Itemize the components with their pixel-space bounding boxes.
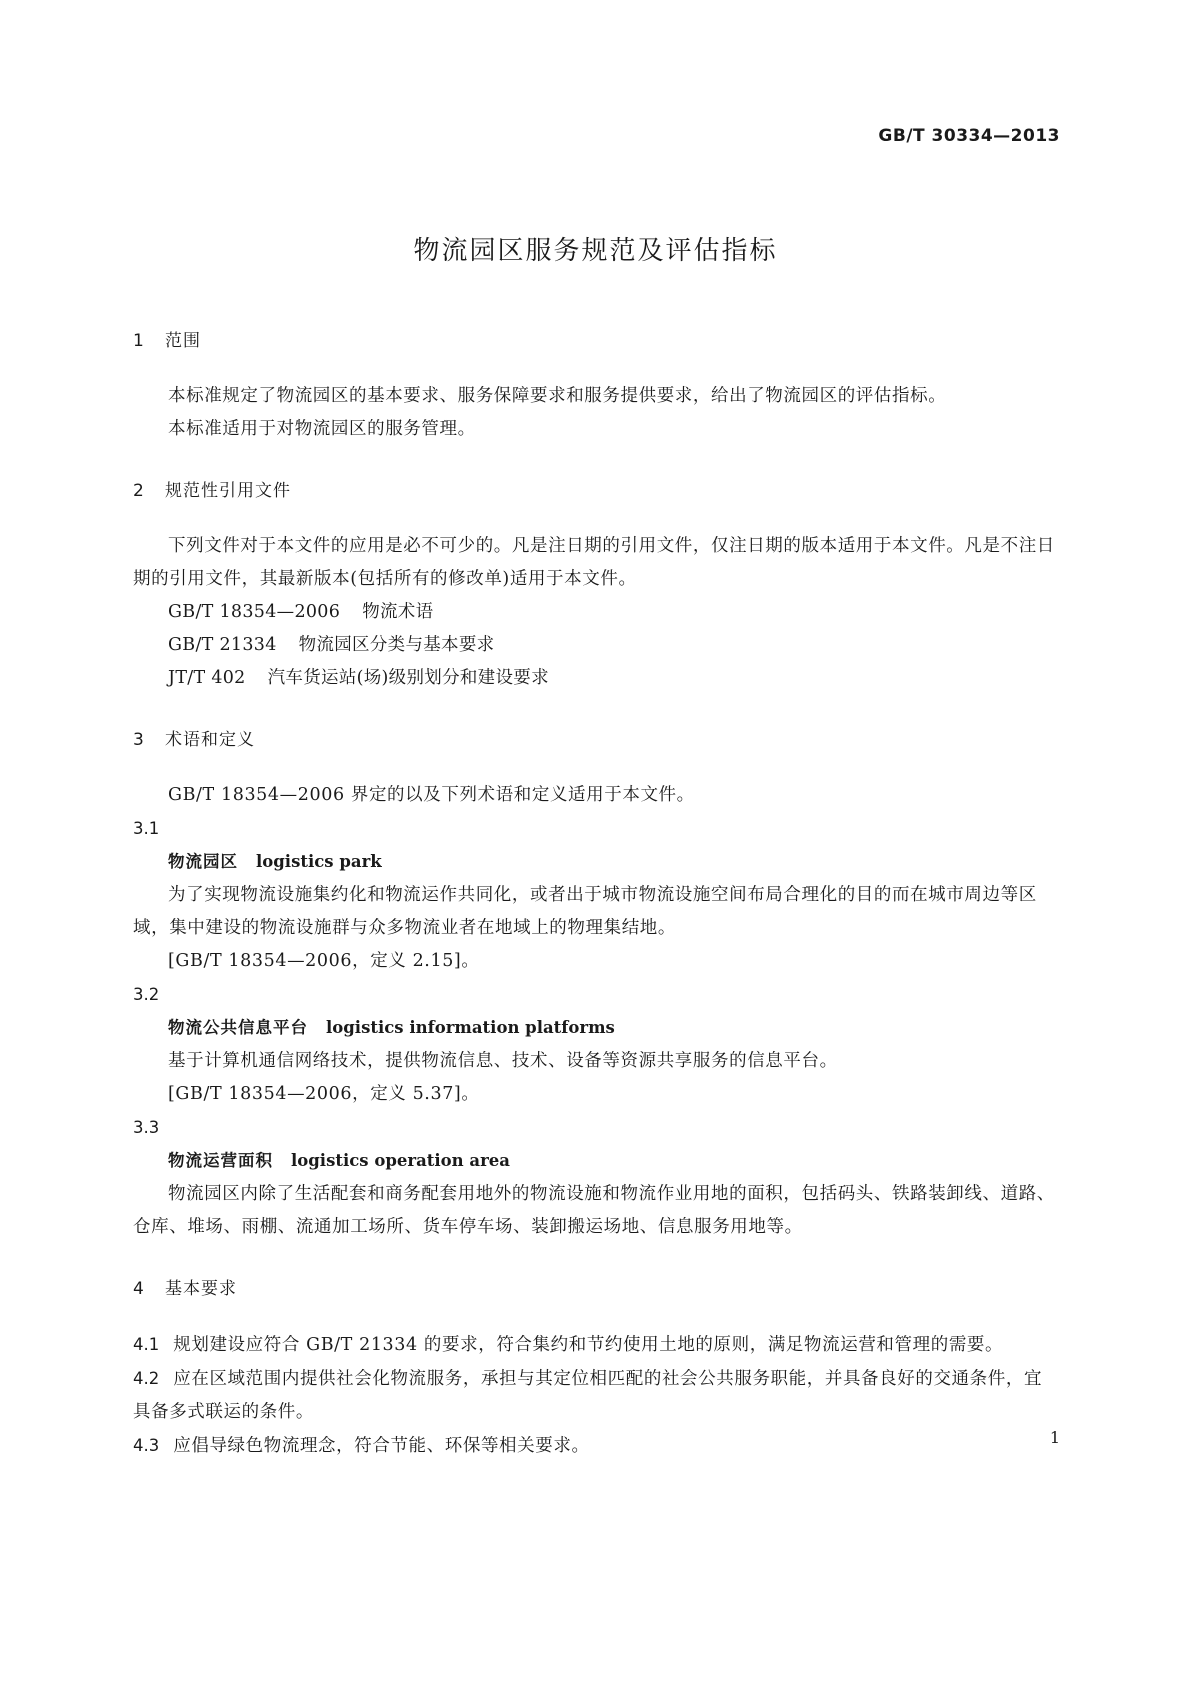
section-title: 基本要求 [165, 1279, 237, 1299]
section-number: 3 [133, 730, 144, 750]
term-zh: 物流公共信息平台 [168, 1018, 308, 1037]
requirement-text: 规划建设应符合 GB/T 21334 的要求，符合集约和节约使用土地的原则，满足物流运营和管理的需要。 [173, 1335, 1004, 1355]
normative-reference [133, 629, 1058, 662]
term-heading [133, 1144, 1058, 1178]
section-title: 范围 [165, 331, 201, 351]
page-number: 1 [1049, 1428, 1060, 1447]
term-definition: 为了实现物流设施集约化和物流运作共同化，或者出于城市物流设施空间布局合理化的目的而在城市周边等区域，集中建设的物流设施群与众多物流业者在地域上的物理集结地。 [133, 885, 1037, 938]
document-title: 物流园区服务规范及评估指标 [413, 236, 778, 266]
normative-reference [133, 662, 1058, 695]
reference-name: 物流园区分类与基本要求 [298, 635, 495, 655]
reference-name: 物流术语 [362, 602, 434, 622]
section-2-heading [133, 476, 1058, 506]
term-number: 3.2 [133, 985, 160, 1004]
term-source: [GB/T 18354—2006，定义 2.15]。 [168, 951, 480, 971]
reference-code: GB/T 18354—2006 [168, 602, 341, 622]
section-1-heading [133, 326, 1058, 356]
term-en: logistics information platforms [326, 1018, 615, 1037]
term-heading [133, 845, 1058, 879]
paragraph: 下列文件对于本文件的应用是必不可少的。凡是注日期的引用文件，仅注日期的版本适用于本文件。凡是不注日期的引用文件，其最新版本(包括所有的修改单)适用于本文件。 [133, 536, 1055, 589]
normative-reference [133, 596, 1058, 629]
reference-code: JT/T 402 [168, 668, 246, 688]
requirement-item [133, 1429, 1058, 1463]
term-en: logistics park [256, 852, 382, 871]
requirement-item [133, 1362, 1058, 1429]
section-number: 1 [133, 331, 144, 351]
paragraph: GB/T 18354—2006 界定的以及下列术语和定义适用于本文件。 [168, 785, 695, 805]
requirement-number: 4.1 [133, 1335, 160, 1354]
term-source: [GB/T 18354—2006，定义 5.37]。 [168, 1084, 480, 1104]
term-number: 3.3 [133, 1118, 160, 1137]
reference-name: 汽车货运站(场)级别划分和建设要求 [267, 668, 549, 688]
requirement-number: 4.3 [133, 1436, 160, 1455]
requirement-text: 应在区域范围内提供社会化物流服务，承担与其定位相匹配的社会公共服务职能，并具备良好的交通条件，宜具备多式联运的条件。 [133, 1369, 1043, 1422]
paragraph: 本标准适用于对物流园区的服务管理。 [168, 419, 476, 439]
term-heading [133, 1011, 1058, 1045]
section-number: 4 [133, 1279, 144, 1299]
term-definition: 基于计算机通信网络技术，提供物流信息、技术、设备等资源共享服务的信息平台。 [168, 1051, 838, 1071]
term-definition: 物流园区内除了生活配套和商务配套用地外的物流设施和物流作业用地的面积，包括码头、铁路装卸线、道路、仓库、堆场、雨棚、流通加工场所、货车停车场、装卸搬运场地、信息服务用地等。 [133, 1184, 1055, 1237]
section-4-heading [133, 1274, 1058, 1304]
standard-number: GB/T 30334—2013 [878, 126, 1060, 146]
section-title: 规范性引用文件 [165, 481, 291, 501]
term-number: 3.1 [133, 819, 160, 838]
section-title: 术语和定义 [165, 730, 255, 750]
section-3-heading [133, 725, 1058, 755]
paragraph: 本标准规定了物流园区的基本要求、服务保障要求和服务提供要求，给出了物流园区的评估指标。 [168, 386, 947, 406]
reference-code: GB/T 21334 [168, 635, 277, 655]
term-en: logistics operation area [291, 1151, 510, 1170]
requirement-text: 应倡导绿色物流理念，符合节能、环保等相关要求。 [173, 1436, 590, 1456]
requirement-number: 4.2 [133, 1369, 160, 1388]
document-body [133, 326, 1058, 1463]
requirement-item [133, 1328, 1058, 1362]
term-zh: 物流运营面积 [168, 1151, 273, 1170]
term-zh: 物流园区 [168, 852, 238, 871]
section-number: 2 [133, 481, 144, 501]
